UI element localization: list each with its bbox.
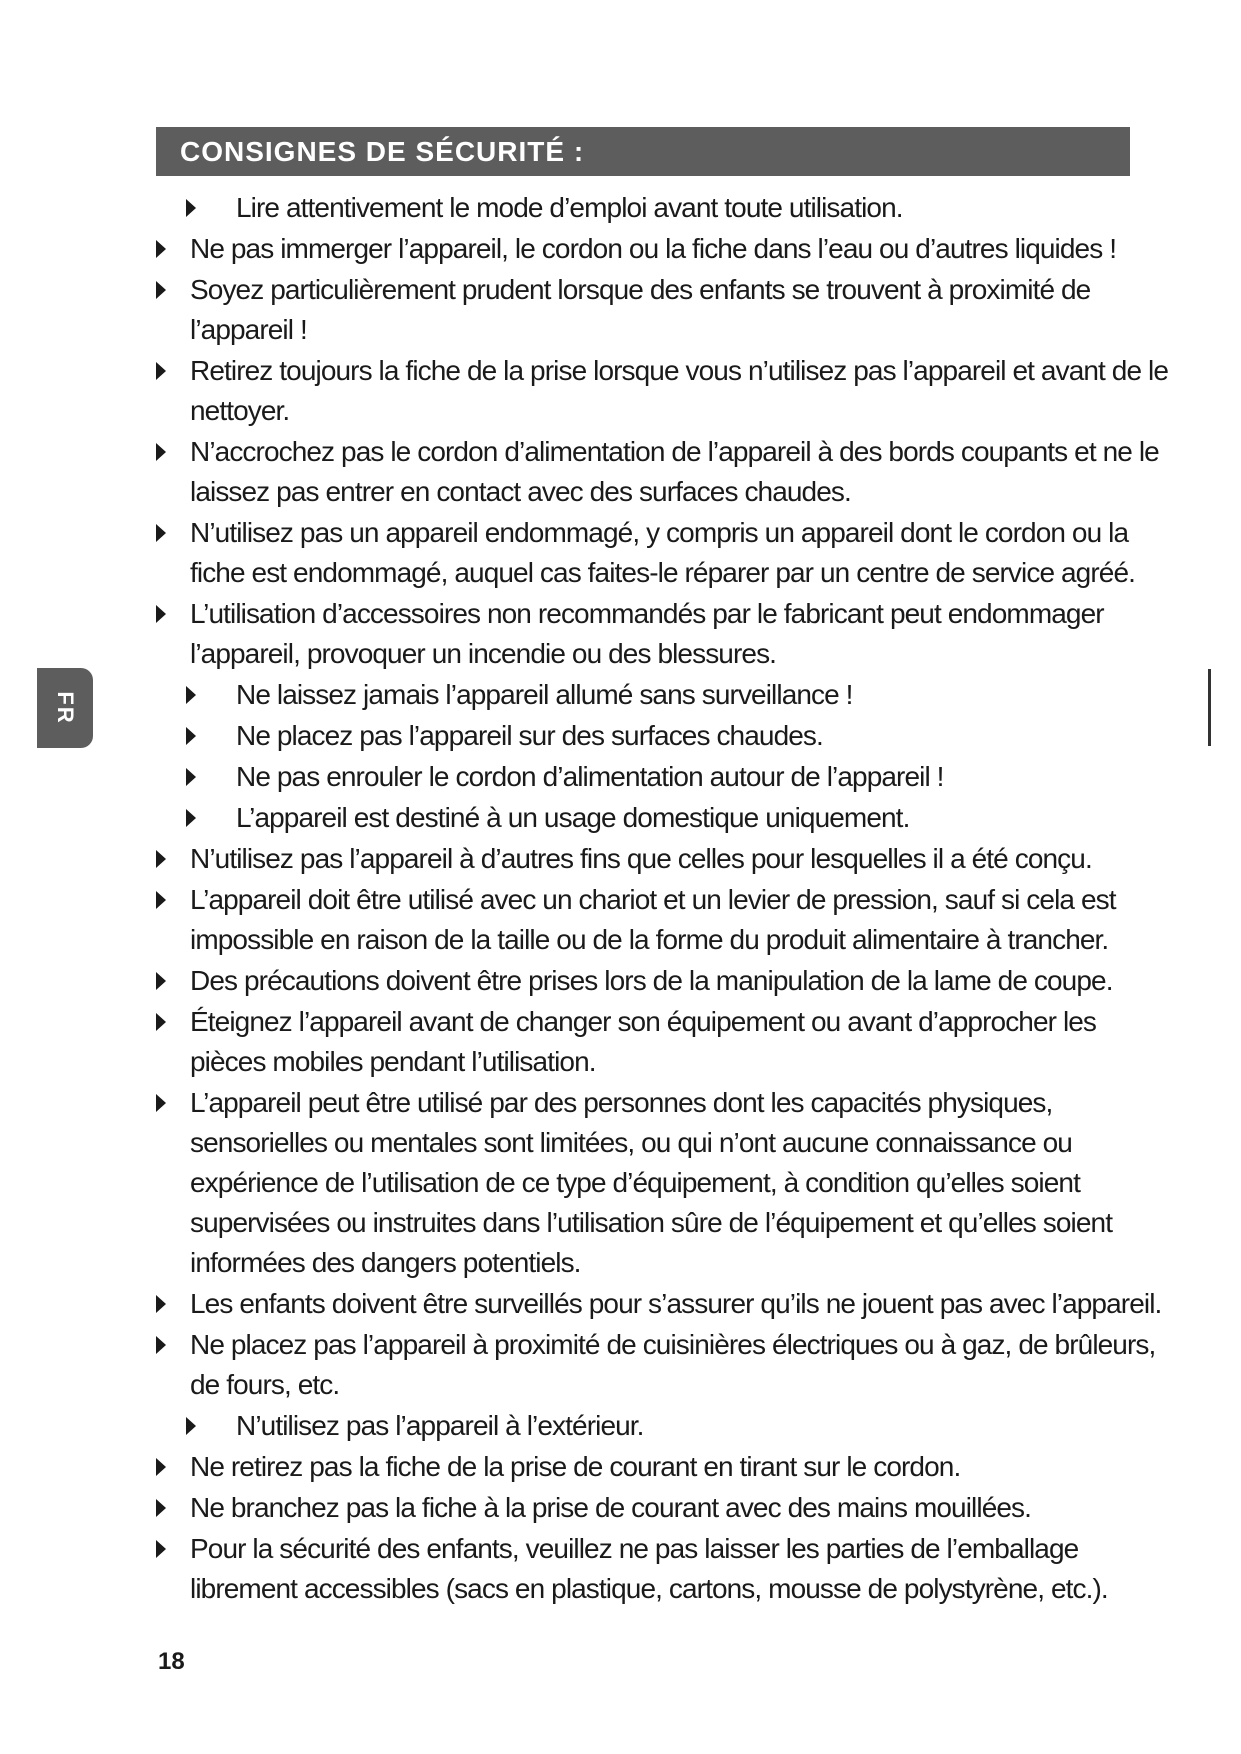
- bullet-icon: [156, 605, 166, 623]
- safety-item-text: Ne pas enrouler le cordon d’alimentation autour de l’appareil !: [236, 761, 944, 792]
- safety-item-text: Les enfants doivent être surveillés pour s’assurer qu’ils ne jouent pas avec l’appareil.: [190, 1288, 1162, 1319]
- safety-item: [150, 513, 1170, 593]
- safety-item-text: Pour la sécurité des enfants, veuillez ne pas laisser les parties de l’emballage librement accessibles (sacs en plastique, cartons, mousse de polystyrène, etc.).: [190, 1533, 1108, 1604]
- bullet-icon: [186, 768, 196, 786]
- safety-item: [150, 270, 1170, 350]
- bullet-icon: [186, 1417, 196, 1435]
- safety-item: [150, 188, 1170, 228]
- safety-item-text: N’utilisez pas un appareil endommagé, y compris un appareil dont le cordon ou la fiche est endommagé, auquel cas faites-le réparer par un centre de service agréé.: [190, 517, 1135, 588]
- bullet-icon: [186, 809, 196, 827]
- bullet-icon: [156, 443, 166, 461]
- safety-item-text: N’utilisez pas l’appareil à l’extérieur.: [236, 1410, 644, 1441]
- safety-item-text: Ne placez pas l’appareil à proximité de cuisinières électriques ou à gaz, de brûleurs, de fours, etc.: [190, 1329, 1156, 1400]
- safety-item-text: Des précautions doivent être prises lors de la manipulation de la lame de coupe.: [190, 965, 1113, 996]
- safety-item: [150, 1529, 1170, 1609]
- safety-item: [150, 594, 1170, 674]
- safety-item-text: L’appareil peut être utilisé par des personnes dont les capacités physiques, sensorielles ou mentales sont limitées, ou qui n’ont aucune connaissance ou expérience de l’utilisation de ce type d’équipement, à condition qu’elles soient supervisées ou instruites dans l’utilisation sûre de l’équipement et qu’elles soient informées des dangers potentiels.: [190, 1087, 1113, 1278]
- safety-item-text: Ne branchez pas la fiche à la prise de courant avec des mains mouillées.: [190, 1492, 1032, 1523]
- safety-item-text: Lire attentivement le mode d’emploi avant toute utilisation.: [236, 192, 903, 223]
- safety-item: [150, 716, 1170, 756]
- safety-instructions-list: [150, 188, 1170, 1610]
- safety-item: [150, 961, 1170, 1001]
- bullet-icon: [156, 281, 166, 299]
- bullet-icon: [156, 1295, 166, 1313]
- bullet-icon: [156, 850, 166, 868]
- safety-item-text: Ne retirez pas la fiche de la prise de courant en tirant sur le cordon.: [190, 1451, 961, 1482]
- safety-item: [150, 675, 1170, 715]
- safety-item: [150, 1284, 1170, 1324]
- safety-item-text: L’appareil est destiné à un usage domestique uniquement.: [236, 802, 910, 833]
- language-tab-label: FR: [53, 691, 78, 725]
- safety-item-text: Ne pas immerger l’appareil, le cordon ou la fiche dans l’eau ou d’autres liquides !: [190, 233, 1117, 264]
- safety-item-text: L’appareil doit être utilisé avec un chariot et un levier de pression, sauf si cela est impossible en raison de la taille ou de la forme du produit alimentaire à trancher.: [190, 884, 1116, 955]
- bullet-icon: [156, 1094, 166, 1112]
- bullet-icon: [156, 891, 166, 909]
- safety-item-text: N’accrochez pas le cordon d’alimentation de l’appareil à des bords coupants et ne le laissez pas entrer en contact avec des surfaces chaudes.: [190, 436, 1159, 507]
- safety-item: [150, 880, 1170, 960]
- language-tab: [37, 668, 93, 748]
- safety-item: [150, 1002, 1170, 1082]
- safety-item-text: Soyez particulièrement prudent lorsque des enfants se trouvent à proximité de l’appareil !: [190, 274, 1091, 345]
- bullet-icon: [186, 686, 196, 704]
- safety-item: [150, 1488, 1170, 1528]
- page-number: 18: [158, 1648, 185, 1675]
- bullet-icon: [156, 1013, 166, 1031]
- safety-item-text: N’utilisez pas l’appareil à d’autres fins que celles pour lesquelles il a été conçu.: [190, 843, 1092, 874]
- section-title: CONSIGNES DE SÉCURITÉ :: [180, 136, 585, 167]
- safety-item: [150, 351, 1170, 431]
- bullet-icon: [156, 1336, 166, 1354]
- bullet-icon: [156, 1499, 166, 1517]
- safety-item: [150, 798, 1170, 838]
- safety-item-text: Ne placez pas l’appareil sur des surfaces chaudes.: [236, 720, 823, 751]
- bullet-icon: [156, 362, 166, 380]
- safety-item: [150, 1447, 1170, 1487]
- safety-item: [150, 1325, 1170, 1405]
- safety-item-text: Retirez toujours la fiche de la prise lorsque vous n’utilisez pas l’appareil et avant de le nettoyer.: [190, 355, 1169, 426]
- safety-item-text: Ne laissez jamais l’appareil allumé sans surveillance !: [236, 679, 853, 710]
- safety-item: [150, 432, 1170, 512]
- safety-item-text: Éteignez l’appareil avant de changer son équipement ou avant d’approcher les pièces mobiles pendant l’utilisation.: [190, 1006, 1097, 1077]
- bullet-icon: [156, 1458, 166, 1476]
- page-edge-marker: [1208, 669, 1211, 746]
- bullet-icon: [186, 199, 196, 217]
- bullet-icon: [156, 524, 166, 542]
- safety-item: [150, 1083, 1170, 1283]
- safety-item: [150, 757, 1170, 797]
- safety-item: [150, 229, 1170, 269]
- bullet-icon: [186, 727, 196, 745]
- safety-item: [150, 839, 1170, 879]
- safety-item: [150, 1406, 1170, 1446]
- bullet-icon: [156, 972, 166, 990]
- bullet-icon: [156, 240, 166, 258]
- bullet-icon: [156, 1540, 166, 1558]
- section-header: [156, 127, 1130, 176]
- safety-item-text: L’utilisation d’accessoires non recommandés par le fabricant peut endommager l’appareil, provoquer un incendie ou des blessures.: [190, 598, 1104, 669]
